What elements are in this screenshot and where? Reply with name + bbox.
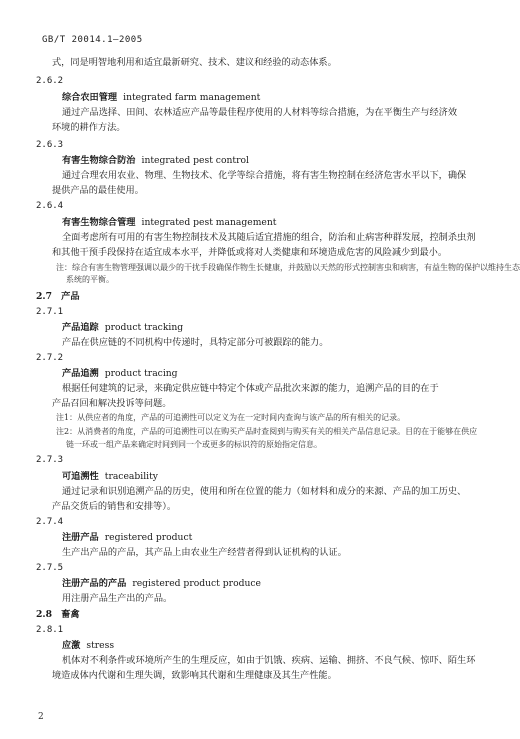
page-number: 2 [38, 712, 44, 722]
paragraph-line: 根据任何建筑的记录，来确定供应链中特定个体或产品批次来源的能力，追溯产品的目的在于 [62, 383, 439, 394]
clause-number: 2.8.1 [36, 625, 64, 635]
paragraph-line: 产品交货后的销售和安排等）。 [52, 501, 177, 512]
note-text: 注：综合有害生物管理强调以最少的干扰手段确保作物生长健康，并鼓励以天然的形式控制害虫和病害，有益生物的保护以维持生态 [56, 263, 520, 272]
term-en: registered product [104, 532, 193, 543]
term-cn: 有害生物综合管理 [62, 217, 136, 228]
term-cn: 应激 [62, 640, 81, 651]
term-heading [62, 92, 260, 103]
paragraph-line: 通过产品选择、田间、农林适应产品等最佳程序使用的人材料等综合措施，为在平衡生产与经济效 [62, 107, 458, 118]
clause-number: 2.6.2 [36, 76, 64, 86]
term-en: integrated farm management [123, 92, 261, 103]
term-en: traceability [104, 471, 158, 482]
paragraph-line: 产品在供应链的不同机构中传递时，具特定部分可被跟踪的能力。 [62, 337, 329, 348]
term-cn: 可追溯性 [62, 471, 99, 482]
paragraph-line: 通过合理农用农业、物理、生物技术、化学等综合措施，将有害生物控制在经济危害水平以下，确保 [62, 170, 467, 181]
paragraph-line: 机体对不利条件或环境所产生的生理反应，如由于饥饿、疾病、运输、拥挤、不良气候、惊吓、陌生环 [62, 655, 476, 666]
term-cn: 产品追踪 [62, 322, 99, 333]
paragraph-line: 式，同是明智地利用和适宜最新研究、技术、建议和经验的动态体系。 [52, 57, 337, 68]
section-heading: 2.8 畜禽 [36, 609, 80, 620]
term-cn: 产品追溯 [62, 368, 99, 379]
term-en: registered product produce [132, 578, 261, 589]
paragraph-line: 境造成体内代谢和生理失调，致影响其代谢和生理健康及其生产性能。 [52, 670, 337, 681]
term-heading [62, 155, 249, 166]
clause-number: 2.7.2 [36, 353, 64, 363]
term-en: integrated pest control [141, 155, 249, 166]
paragraph-line: 全面考虑所有可用的有害生物控制技术及其随后适宜措施的组合，防治和止病害种群发展，控制杀虫剂 [62, 232, 476, 243]
term-en: product tracking [104, 322, 184, 333]
section-heading: 2.7 产品 [36, 291, 80, 302]
clause-number: 2.7.1 [36, 307, 64, 317]
standard-number: GB/T 20014.1—2005 [42, 35, 143, 45]
paragraph-line: 环境的耕作方法。 [52, 122, 126, 133]
clause-number: 2.7.4 [36, 517, 64, 527]
note-text: 链一环或一组产品来确定时间到同一个或更多的标识符的原始指定信息。 [66, 440, 322, 449]
term-cn: 注册产品的产品 [62, 578, 127, 589]
term-heading [62, 578, 261, 589]
clause-number: 2.7.5 [36, 563, 64, 573]
term-cn: 有害生物综合防治 [62, 155, 136, 166]
term-heading [62, 532, 192, 543]
paragraph-line: 通过记录和识别追溯产品的历史，使用和所在位置的能力（如材料和成分的来源、产品的加工历史、 [62, 486, 467, 497]
clause-number: 2.7.3 [36, 455, 64, 465]
term-cn: 综合农田管理 [62, 92, 118, 103]
term-cn: 注册产品 [62, 532, 99, 543]
term-heading [62, 471, 158, 482]
paragraph-line: 产品召回和解决投诉等问题。 [52, 398, 172, 409]
clause-number: 2.6.4 [36, 201, 64, 211]
paragraph-line: 用注册产品生产出的产品。 [62, 593, 173, 604]
term-heading [62, 217, 276, 228]
note-text: 系统的平衡。 [66, 275, 114, 284]
term-en: product tracing [104, 368, 178, 379]
term-en: stress [86, 640, 115, 651]
note-text: 注1：从供应者的角度，产品的可追溯性可以定义为在一定时间内查询与该产品的所有相关的记录。 [56, 413, 406, 422]
term-heading [62, 368, 178, 379]
clause-number: 2.6.3 [36, 140, 64, 150]
term-en: integrated pest management [141, 217, 277, 228]
paragraph-line: 提供产品的最佳使用。 [52, 185, 144, 196]
term-heading [62, 322, 183, 333]
term-heading [62, 640, 114, 651]
note-text: 注2：从消费者的角度，产品的可追溯性可以在购买产品时查阅到与购买有关的相关产品信息记录。目的在于能够在供应 [56, 427, 478, 436]
paragraph-line: 和其他干预手段保持在适宜成本水平，并降低或将对人类健康和环境造成危害的风险减少到最小。 [52, 247, 448, 258]
paragraph-line: 生产出产品的产品，其产品上由农业生产经营者得到认证机构的认证。 [62, 547, 347, 558]
